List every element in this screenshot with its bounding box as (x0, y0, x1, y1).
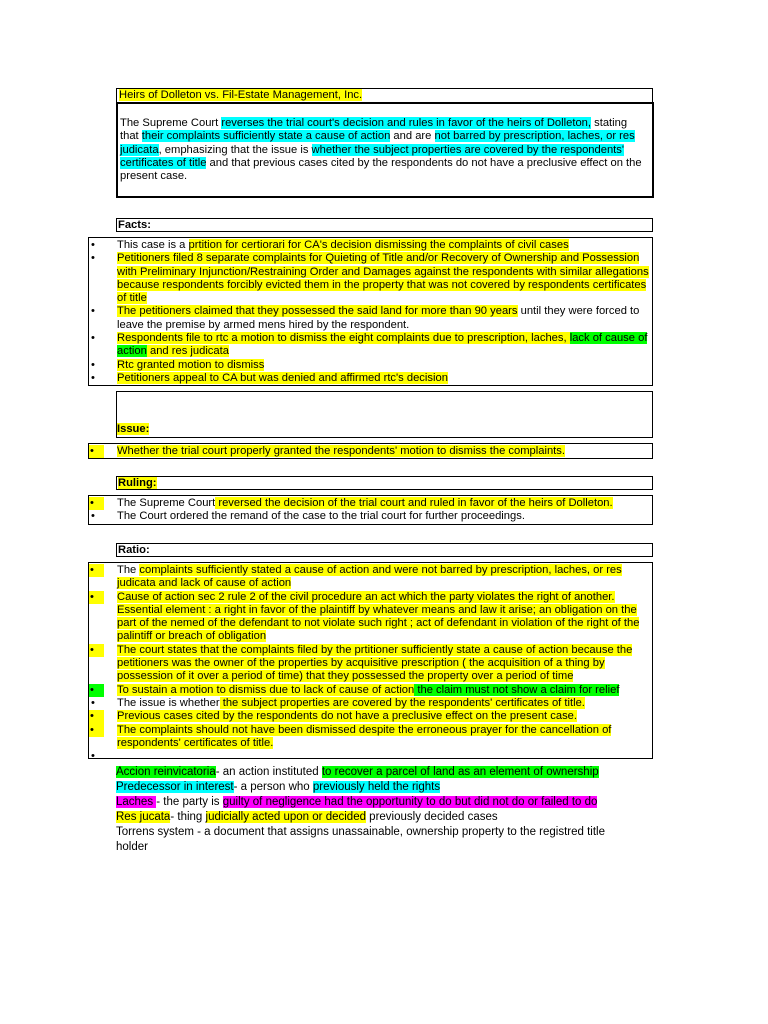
text-run: and that previous cases cited by the respondents do not have a preclusive effect on the present case. (120, 156, 642, 183)
issue-heading: Issue: (117, 423, 150, 435)
list-item (89, 591, 652, 644)
text-run: The petitioners claimed that they possessed the said land for more than 90 years (117, 305, 518, 318)
text-run: their complaints sufficiently state a cause of action (141, 130, 391, 143)
text-run: Accion reinvicatoria (116, 766, 216, 778)
text-run: The (117, 564, 140, 576)
text-run: prtition for certiorari for CA's decision dismissing the complaints of civil cases (188, 239, 569, 251)
text-run: Laches (116, 796, 157, 808)
text-run: To sustain a motion to dismiss due to lack of cause of action (117, 683, 415, 696)
text-run: complaints sufficiently stated a cause of action and were not barred by prescription, laches, or res judicata and lack of cause of action (117, 564, 622, 590)
text-run: reversed the decision of the trial court and ruled in favor of the heirs of Dolleton. (215, 497, 613, 509)
list-item (89, 332, 652, 359)
text-run: previously held the rights (312, 781, 441, 793)
glossary-entry (116, 780, 636, 795)
text-run: Petitioners filed 8 separate complaints for Quieting of Title and/or Recovery of Ownership and Possession with Preliminary Injunction/Restraining Order and Damages against the respondents with similar allegations because respondents forcibly evicted them in the property that was not covered by respondents certificates of title (117, 252, 649, 305)
text-run: - an action instituted (215, 766, 322, 778)
list-item (89, 359, 652, 372)
text-run: lack of cause of action (117, 332, 648, 358)
ratio-heading: Ratio: (116, 543, 653, 557)
list-item (89, 644, 652, 684)
list-item (89, 724, 652, 751)
text-run: stating that (120, 117, 628, 143)
text-run: until they were forced to leave the premise by armed mens hired by the respondent. (117, 305, 640, 331)
list-item (89, 252, 652, 305)
list-item (89, 372, 652, 385)
list-item (89, 564, 652, 591)
facts-heading: Facts: (116, 218, 653, 232)
list-item (89, 497, 652, 510)
list-item (89, 510, 652, 523)
text-run: - a person who (233, 781, 313, 793)
list-item (89, 305, 652, 332)
text-run: The Supreme Court (117, 497, 216, 509)
text-run: to recover a parcel of land as an element of ownership (321, 766, 599, 778)
ratio-list-box (88, 562, 653, 759)
text-run: whether the subject properties are covered by the respondents' certificates of title (120, 143, 625, 169)
text-run: The issue is whether (117, 696, 220, 709)
text-run: Res jucata (116, 811, 171, 823)
text-run: - thing (170, 811, 206, 823)
glossary-entry (116, 795, 636, 810)
glossary (116, 765, 636, 855)
issue-list-box (88, 443, 653, 459)
ruling-heading: Ruling: (116, 476, 653, 490)
text-run: , emphasizing that the issue is (158, 143, 312, 156)
text-run: Respondents file to rtc a motion to dismiss the eight complaints due to prescription, laches, (117, 332, 570, 345)
text-run: The Court ordered the remand of the case to the trial court for further proceedings. (117, 510, 525, 523)
glossary-entry (116, 825, 636, 855)
text-run: not barred by prescription, laches, or res judicata (120, 130, 635, 156)
text-run: Cause of action sec 2 rule 2 of the civil procedure an act which the party violates the right of another. Essential element : a right in favor of the plaintiff by whatever means and law it arise; an obligation on the part of the nemed of the defendant to not violate such right ; act of defendant in violation of the right of the palintiff or breach of obligation (117, 590, 640, 643)
case-summary (116, 102, 654, 198)
text-run: Petitioners appeal to CA but was denied and affirmed rtc's decision (117, 371, 448, 384)
summary-text (120, 117, 642, 182)
list-item (89, 445, 652, 458)
list-item (89, 239, 652, 252)
text-run: Rtc granted motion to dismiss (117, 358, 265, 371)
text-run: The complaints should not have been dismissed despite the erroneous prayer for the cancellation of respondents' certificates of title. (117, 723, 612, 749)
ruling-list (89, 497, 652, 524)
text-run: This case is a (117, 239, 189, 251)
ruling-list-box (88, 495, 653, 525)
text-run: The court states that the complaints filed by the prtitioner sufficiently state a cause of action because the petitioners was the owner of the properties by acquisitive prescription ( the acquisition of a thing by possession of it over a period of time) that they possessed the property over a period of time (117, 643, 633, 683)
text-run: The Supreme Court (120, 117, 222, 129)
text-run: guilty of negligence had the opportunity to do but did not do or failed to do (222, 796, 598, 808)
glossary-entry (116, 810, 636, 825)
case-title: Heirs of Dolleton vs. Fil-Estate Management, Inc. (119, 89, 363, 101)
text-run: reverses the trial court's decision and rules in favor of the heirs of Dolleton, (221, 117, 592, 129)
text-cursor (116, 405, 117, 423)
text-run: and res judicata (146, 345, 229, 358)
text-run: and are (390, 130, 435, 143)
text-run: the claim must not show a claim for relief (414, 683, 620, 696)
list-item (89, 710, 652, 723)
text-run: previously decided cases (365, 811, 498, 823)
text-run: the subject properties are covered by the respondents' certificates of title. (219, 696, 585, 709)
list-item (89, 697, 652, 710)
text-run: Whether the trial court properly granted the respondents' motion to dismiss the complaints. (117, 445, 565, 457)
ratio-list (89, 564, 652, 763)
issue-list (89, 445, 652, 458)
facts-list (89, 239, 652, 385)
case-title-box (116, 88, 653, 103)
text-run: Predecessor in interest (116, 781, 234, 793)
list-item (89, 684, 652, 697)
text-run: Previous cases cited by the respondents do not have a preclusive effect on the present case. (117, 710, 578, 723)
list-item (89, 750, 652, 763)
text-run: - the party is (156, 796, 223, 808)
glossary-entry (116, 765, 636, 780)
facts-list-box (88, 237, 653, 386)
text-run: Torrens system - a document that assigns unassainable, ownership property to the registred title holder (116, 826, 605, 853)
text-run: judicially acted upon or decided (205, 811, 366, 823)
